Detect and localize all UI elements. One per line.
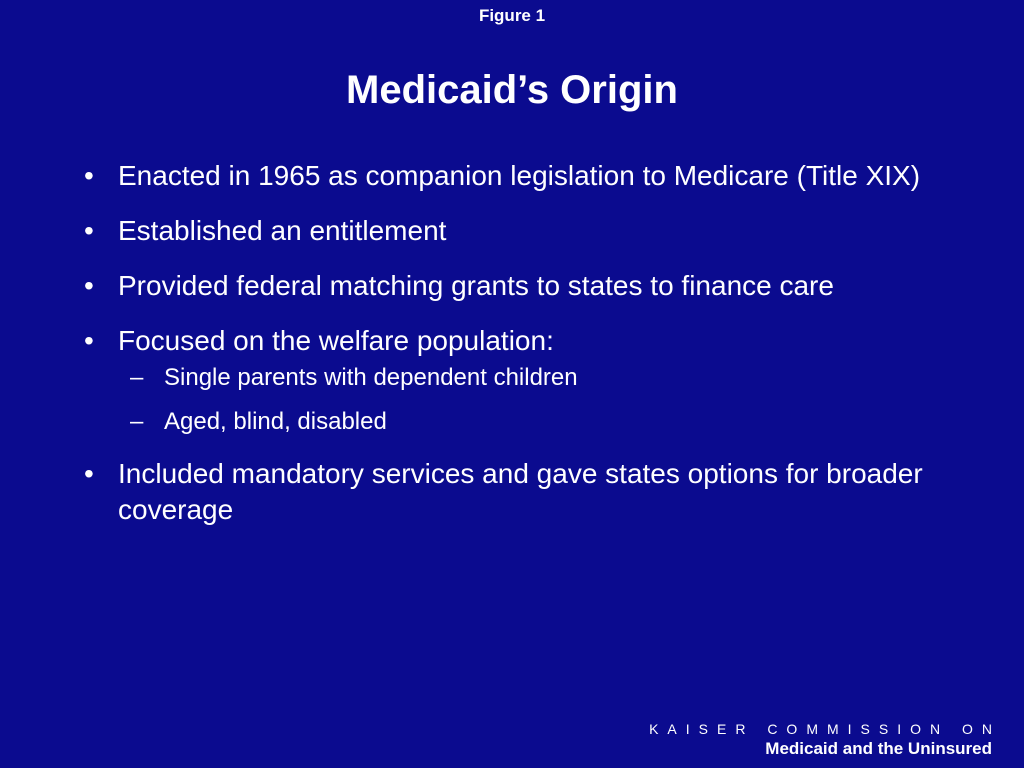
bullet-icon: • — [84, 215, 94, 246]
bullet-icon: • — [84, 270, 94, 301]
bullet-item — [80, 213, 990, 249]
slide-title: Medicaid’s Origin — [346, 68, 678, 112]
footer-org-line: KAISER COMMISSION ON — [649, 721, 1001, 737]
bullet-icon: • — [84, 325, 94, 356]
bullet-item — [80, 158, 990, 194]
dash-icon: – — [130, 364, 144, 391]
figure-label: Figure 1 — [478, 6, 546, 25]
bullet-item — [80, 456, 990, 528]
bullet-icon: • — [84, 458, 94, 489]
bullet-item — [80, 268, 990, 304]
sub-bullet-item — [118, 363, 990, 393]
sub-bullet-text: Single parents with dependent children — [164, 364, 578, 391]
bullet-text: Provided federal matching grants to states to finance care — [118, 270, 834, 301]
bullet-icon: • — [84, 160, 94, 191]
footer-org-name: Medicaid and the Uninsured — [765, 739, 992, 758]
bullet-text: Established an entitlement — [118, 215, 447, 246]
sub-bullet-text: Aged, blind, disabled — [164, 408, 387, 435]
bullet-text: Enacted in 1965 as companion legislation to Medicare (Title XIX) — [118, 160, 921, 191]
sub-bullet-item — [118, 407, 990, 437]
bullet-list — [80, 158, 990, 547]
sub-bullet-list — [118, 363, 990, 437]
bullet-text: Included mandatory services and gave states options for broader coverage — [118, 458, 923, 525]
footer-logo — [649, 720, 1001, 760]
dash-icon: – — [130, 408, 144, 435]
bullet-text: Focused on the welfare population: — [118, 325, 554, 356]
bullet-item — [80, 323, 990, 437]
